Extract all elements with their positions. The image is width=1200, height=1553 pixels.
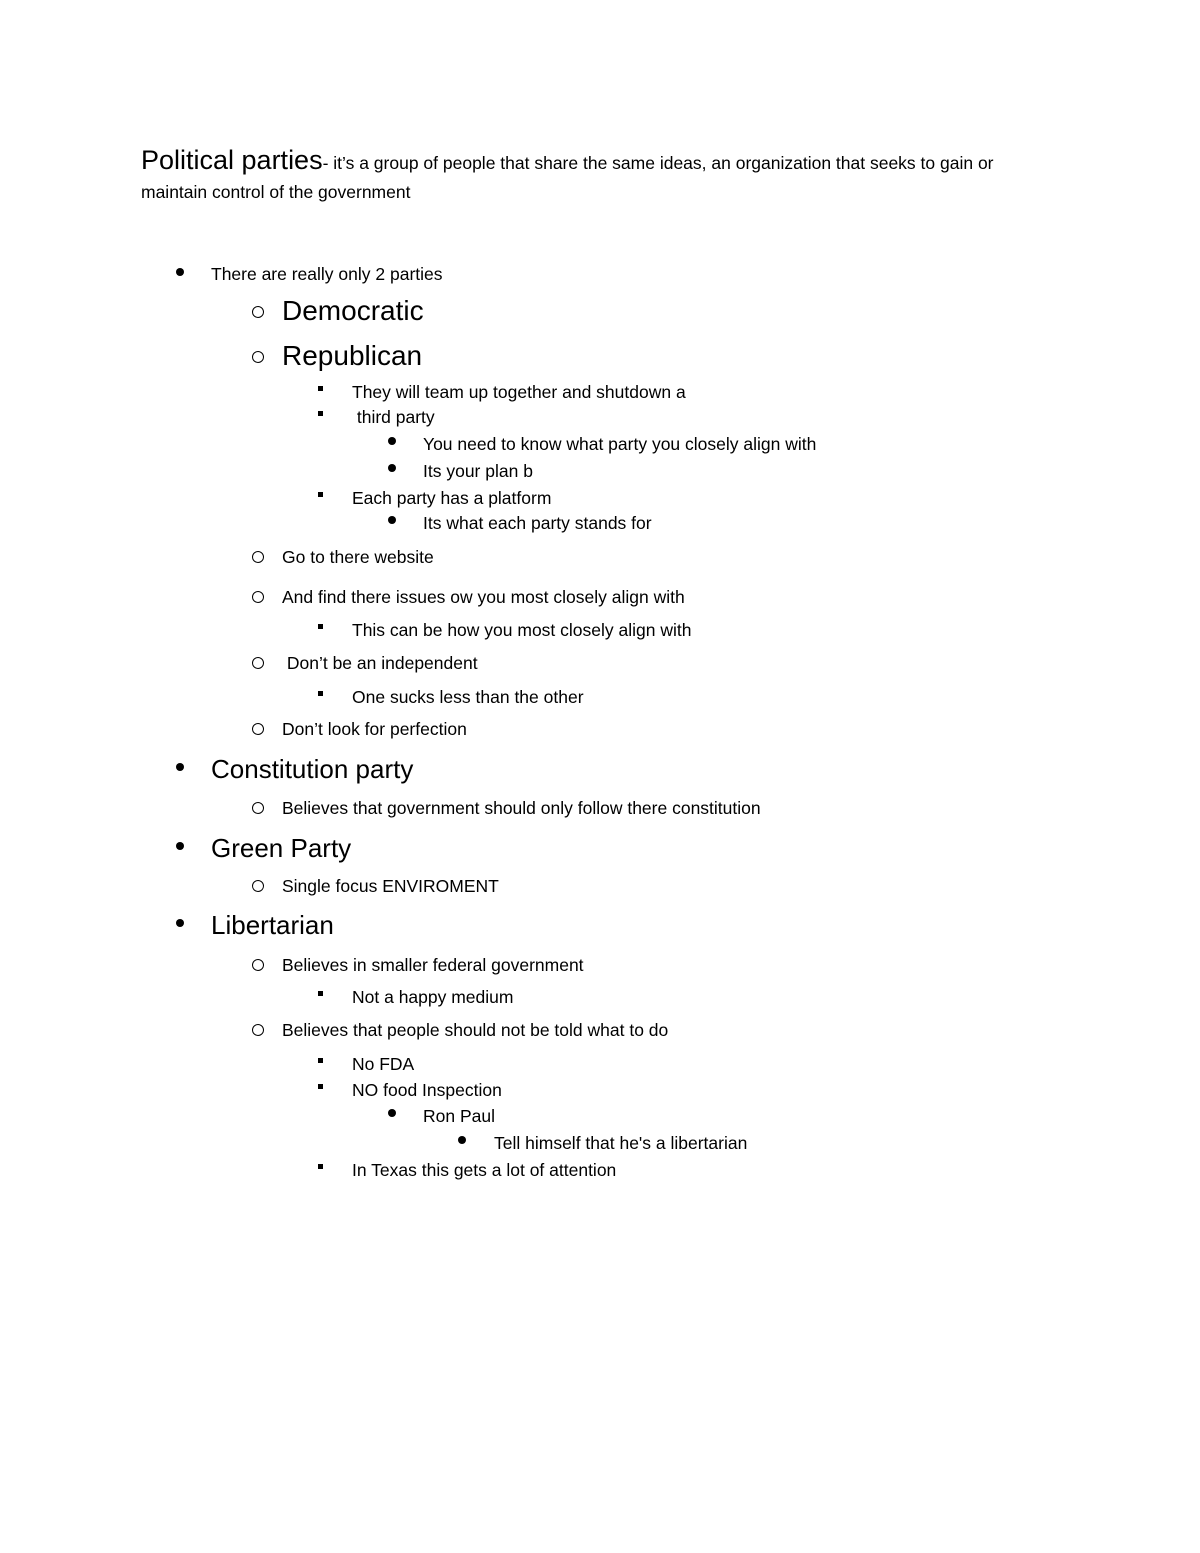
disc-bullet-icon (458, 1136, 466, 1144)
disc-bullet-icon (388, 437, 396, 445)
square-bullet-icon (318, 991, 323, 996)
list-item-text: Green Party (211, 833, 352, 863)
list-item-text: Tell himself that he's a libertarian (494, 1133, 748, 1153)
heading-title: Political parties (141, 145, 323, 175)
list-item-text: Republican (282, 340, 423, 371)
disc-bullet-icon (388, 1109, 396, 1117)
circle-bullet-icon (252, 657, 264, 669)
list-item-text: This can be how you most closely align with (352, 620, 692, 640)
list-item-text: There are really only 2 parties (211, 264, 443, 284)
circle-bullet-icon (252, 351, 264, 363)
list-item-text: They will team up together and shutdown a (352, 382, 686, 402)
circle-bullet-icon (252, 959, 264, 971)
list-item-text: Libertarian (211, 910, 334, 940)
list-item-text: NO food Inspection (352, 1080, 502, 1100)
list-item-text: Believes in smaller federal government (282, 955, 584, 975)
square-bullet-icon (318, 691, 323, 696)
disc-bullet-icon (176, 842, 184, 850)
list-item-text: And find there issues ow you most closely align with (282, 587, 685, 607)
list-item-text: Not a happy medium (352, 987, 514, 1007)
list-item-text: Its your plan b (423, 461, 533, 481)
disc-bullet-icon (176, 268, 184, 276)
circle-bullet-icon (252, 306, 264, 318)
list-item-text: Democratic (282, 295, 424, 326)
square-bullet-icon (318, 1084, 323, 1089)
list-item-text: Its what each party stands for (423, 513, 652, 533)
disc-bullet-icon (388, 464, 396, 472)
list-item-text: Each party has a platform (352, 488, 552, 508)
list-item-text: One sucks less than the other (352, 687, 584, 707)
list-item-text: Don’t look for perfection (282, 719, 467, 739)
list-item-text: In Texas this gets a lot of attention (352, 1160, 617, 1180)
heading-paragraph (141, 146, 1041, 207)
square-bullet-icon (318, 1164, 323, 1169)
list-item-text: Believes that people should not be told what to do (282, 1020, 669, 1040)
disc-bullet-icon (388, 516, 396, 524)
disc-bullet-icon (176, 919, 184, 927)
circle-bullet-icon (252, 723, 264, 735)
list-item-text: You need to know what party you closely align with (423, 434, 817, 454)
circle-bullet-icon (252, 551, 264, 563)
list-item-text: Ron Paul (423, 1106, 495, 1126)
list-item-text: Constitution party (211, 754, 414, 784)
square-bullet-icon (318, 386, 323, 391)
square-bullet-icon (318, 492, 323, 497)
circle-bullet-icon (252, 1024, 264, 1036)
list-item-text: Single focus ENVIROMENT (282, 876, 499, 896)
square-bullet-icon (318, 411, 323, 416)
list-item-text: Go to there website (282, 547, 434, 567)
list-item-text: third party (352, 407, 435, 427)
heading-definition: - it’s a group of people that share the same ideas, an organization that seeks to gain or maintain control of the government (141, 153, 994, 202)
square-bullet-icon (318, 624, 323, 629)
circle-bullet-icon (252, 802, 264, 814)
square-bullet-icon (318, 1058, 323, 1063)
list-item-text: No FDA (352, 1054, 415, 1074)
circle-bullet-icon (252, 880, 264, 892)
circle-bullet-icon (252, 591, 264, 603)
list-item-text: Don’t be an independent (282, 653, 478, 673)
disc-bullet-icon (176, 763, 184, 771)
list-item-text: Believes that government should only follow there constitution (282, 798, 761, 818)
